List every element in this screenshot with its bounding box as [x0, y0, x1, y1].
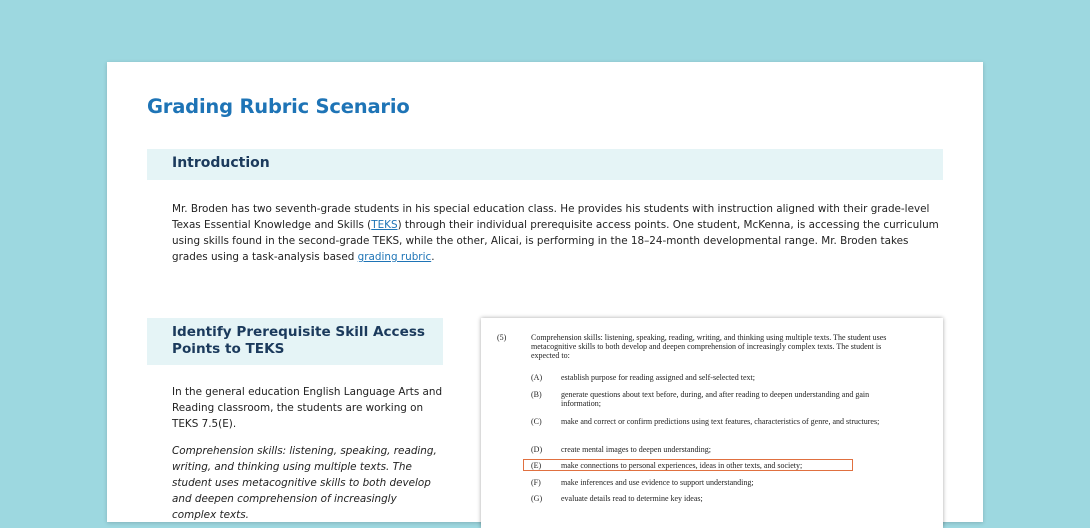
introduction-paragraph [172, 201, 944, 265]
introduction-text-part-1: Mr. Broden has two seventh-grade students in his special education class. He provides his students with instruction aligned with their grade-level Texas Essential Knowledge and Skills ( [172, 203, 930, 231]
teks-item-text: make and correct or confirm predictions using text features, characteristics of genre, and structures; [561, 417, 880, 426]
teks-item-label: (E) [531, 461, 542, 470]
prerequisite-heading: Identify Prerequisite Skill Access Points to TEKS [172, 324, 426, 357]
teks-item-label: (D) [531, 445, 543, 454]
teks-item-text: establish purpose for reading assigned and self-selected text; [561, 373, 755, 382]
teks-item-text: create mental images to deepen understanding; [561, 445, 711, 454]
teks-item [531, 417, 911, 426]
prerequisite-section-header [147, 318, 443, 365]
teks-item [531, 373, 911, 382]
prerequisite-paragraph: In the general education English Language Arts and Reading classroom, the students are working on TEKS 7.5(E). [172, 386, 443, 430]
teks-item-text: make inferences and use evidence to support understanding; [561, 478, 754, 487]
document-page [107, 62, 983, 522]
introduction-section-header [147, 149, 943, 180]
teks-item-text: evaluate details read to determine key ideas; [561, 494, 703, 503]
teks-link[interactable]: TEKS [371, 219, 398, 231]
grading-rubric-link[interactable]: grading rubric [357, 251, 432, 263]
teks-item-label: (B) [531, 390, 542, 399]
teks-item-text: generate questions about text before, during, and after reading to deepen understanding and gain information; [561, 390, 870, 408]
teks-item-label: (G) [531, 494, 543, 503]
prerequisite-italic-quote: Comprehension skills: listening, speaking, reading, writing, and thinking using multiple texts. The student uses metacognitive skills to both develop and deepen comprehension of increasingly complex texts. [172, 445, 437, 521]
introduction-text-part-3: . [431, 251, 435, 263]
page-title: Grading Rubric Scenario [147, 95, 410, 118]
teks-item [531, 445, 911, 454]
teks-item-label: (C) [531, 417, 542, 426]
introduction-text-part-2: ) through their individual prerequisite access points. One student, McKenna, is accessing the curriculum using skills found in the second-grade TEKS, while the other, Alicai, is performing in the 18–24-month developmental range. Mr. Broden takes grades using a task-analysis based [172, 219, 939, 263]
teks-item [531, 478, 911, 487]
teks-item [531, 494, 911, 503]
teks-excerpt-image [481, 318, 943, 528]
highlight-box [523, 459, 853, 471]
teks-item-label: (F) [531, 478, 541, 487]
teks-item-text: make connections to personal experiences, ideas in other texts, and society; [561, 461, 803, 470]
teks-item-label: (A) [531, 373, 543, 382]
teks-item [531, 390, 911, 408]
introduction-heading: Introduction [172, 155, 270, 171]
teks-standard-intro: Comprehension skills: listening, speaking, reading, writing, and thinking using multiple texts. The student uses metacognitive skills to both develop and deepen comprehension of increasingly complex texts. The student is expected to: [531, 333, 887, 360]
teks-standard-number: (5) [497, 333, 507, 342]
